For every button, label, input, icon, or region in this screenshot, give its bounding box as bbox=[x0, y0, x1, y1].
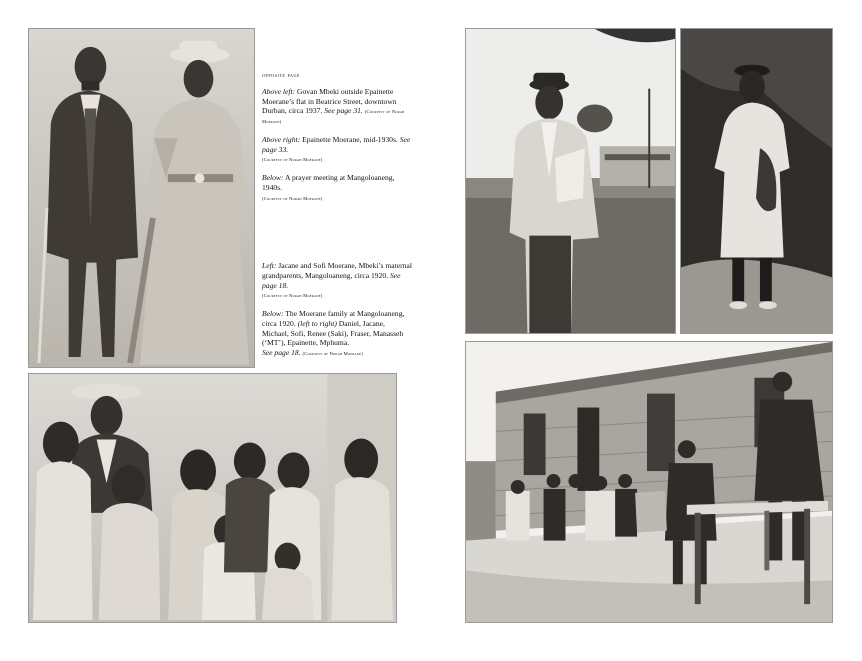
caption-below-family bbox=[262, 309, 412, 358]
photo-epainette-moerane bbox=[680, 28, 833, 334]
caption-credit: (Courtesy of Norah Moerane) bbox=[262, 195, 323, 201]
caption-ref: See page 18. bbox=[262, 270, 401, 290]
caption-lead: Above left: bbox=[262, 87, 296, 97]
photo-prayer-meeting bbox=[465, 341, 833, 623]
caption-text: Epainette Moerane, mid-1930s. bbox=[300, 134, 400, 144]
photo-govan-mbeki-durban bbox=[465, 28, 676, 334]
caption-ref: See page 31. bbox=[324, 106, 363, 116]
caption-ref-inline: (left to right) bbox=[297, 318, 337, 328]
caption-text: Jacane and Sofi Moerane, Mbeki’s maternal grandparents, Mangoloaneng, circa 1920. bbox=[262, 261, 412, 280]
caption-credit: (Courtesy of Norah Moerane) bbox=[262, 157, 323, 163]
caption-below-prayer bbox=[262, 173, 412, 202]
caption-text: A prayer meeting at Mangoloaneng, 1940s. bbox=[262, 173, 395, 192]
caption-ref: See page 18. bbox=[262, 347, 301, 357]
caption-ref: See page 33. bbox=[262, 134, 411, 154]
caption-text: The Moerane family at Mangoloaneng, circa 1920. bbox=[262, 309, 405, 328]
caption-credit: (Courtesy of Norah Moerane) bbox=[262, 293, 323, 299]
photo-moerane-family bbox=[28, 373, 397, 623]
caption-heading: opposite page bbox=[262, 72, 301, 79]
caption-credit: (Courtesy of Norah Moerane) bbox=[302, 350, 364, 356]
caption-text-names: Daniel, Jacane, Michael, Sofi, Renee (Saki), Fraser, Manasseh (‘MT’), Epainette, Mphuma. bbox=[262, 318, 404, 348]
caption-block bbox=[262, 72, 412, 367]
caption-left bbox=[262, 261, 412, 300]
caption-lead: Left: bbox=[262, 261, 277, 271]
caption-text: Govan Mbeki outside Epainette Moerane’s flat in Beatrice Street, downtown Durban, circa 1937. bbox=[262, 87, 397, 116]
caption-credit: (Courtesy of Norah Moerane) bbox=[262, 109, 405, 125]
caption-above-right bbox=[262, 135, 412, 164]
caption-lead: Above right: bbox=[262, 134, 301, 144]
caption-lead: Below: bbox=[262, 309, 284, 319]
caption-lead: Below: bbox=[262, 173, 284, 183]
caption-above-left bbox=[262, 87, 412, 126]
photo-jacane-and-sofi bbox=[28, 28, 255, 368]
